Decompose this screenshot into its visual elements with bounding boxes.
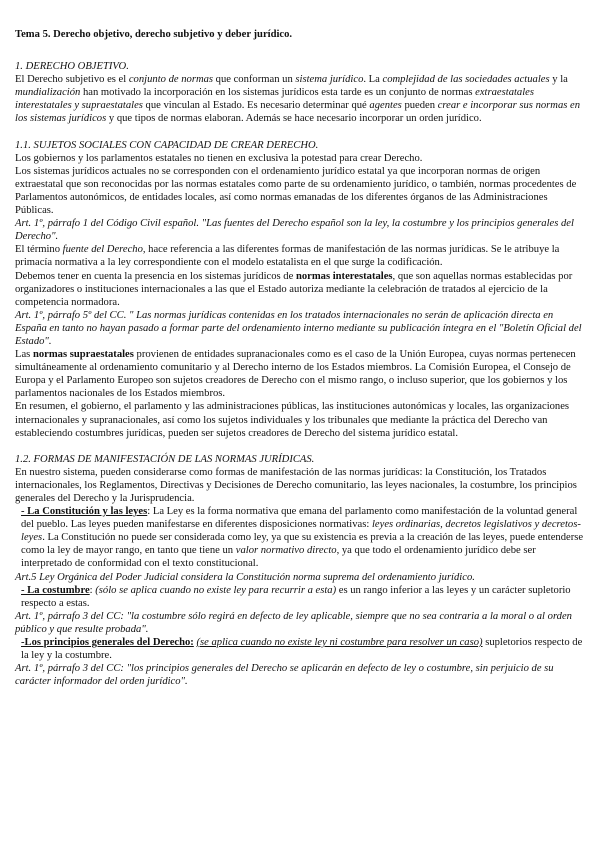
- text-run: provienen de entidades supranacionales como es el caso de la Unión Europea, cuyas normas pertenecen simultáneamente al ordenamiento comunitario y al Derecho interno de los Estados miembros. La Comisión Europea, el Consejo de Europa y el Parlamento Europeo son sujetos creadores de Derecho con el mismo rango, o incluso superior, que los gobiernos y los parlamentos nacionales de los Estados miembros.: [15, 349, 576, 400]
- paragraph: [15, 270, 586, 309]
- paragraph: [15, 348, 586, 400]
- text-run: supletorios respecto de la ley y la costumbre.: [21, 637, 583, 662]
- paragraph-summary: En resumen, el gobierno, el parlamento y las administraciones públicas, las instituciones autonómicas y locales, las organizaciones internacionales y supranacionales, así como los sujetos individuales y los tribunales que mediante la práctica del Derecho van estableciendo costumbres jurídicas, pueden ser sujetos creadores de Derecho del sistema jurídico estatal.: [15, 401, 570, 439]
- text-run: y que tipos de normas elaboran. Además se hace necesario incorporar un orden jurídico.: [106, 113, 482, 125]
- text-run: complejidad de las sociedades actuales: [382, 74, 550, 86]
- text-run: (sólo se aplica cuando no existe ley para recurrir a esta): [95, 584, 337, 596]
- document-title: Tema 5. Derecho objetivo, derecho subjetivo y deber jurídico.: [15, 29, 293, 40]
- text-run: : La Ley es la forma normativa que emana del parlamento como manifestación de la voluntad general del pueblo. Las leyes pueden manifestarse en diferentes disposiciones normativas:: [21, 506, 578, 531]
- legal-quote: Art. 1º, párrafo 3 del CC: "la costumbre sólo regirá en defecto de ley aplicable, siempre que no sea contraria a la moral o al orden público y que resulte probada".: [15, 610, 572, 635]
- section-heading-formas-manifestacion: 1.2. FORMAS DE MANIFESTACIÓN DE LAS NORMAS JURÍDICAS.: [15, 453, 315, 465]
- text-run: hace referencia a las diferentes formas de manifestación de las normas jurídicas. Se le atribuye la primacía normativa a la ley correspondiente con el modelo estatalista en el que surge la codificación.: [15, 244, 560, 269]
- text-run: . La Constitución no puede ser considerada como ley, ya que su existencia es previa a la creación de las leyes, puede entenderse como la ley de mayor rango, en tanto que tiene un: [21, 532, 584, 557]
- text-run: conjunto de normas: [128, 74, 214, 86]
- text-run: sistema jurídico: [295, 74, 364, 86]
- paragraph: En nuestro sistema, pueden considerarse como formas de manifestación de las normas jurídicas: la Constitución, los Tratados internacionales, los Reglamentos, Directivas y Decisiones de Derecho comunitario, las leyes nacionales, la costumbre, los principios generales del Derecho y la Jurisprudencia.: [15, 466, 577, 504]
- text-run: y la: [549, 74, 568, 86]
- paragraph: [15, 243, 586, 269]
- text-run: - La Constitución y las leyes: [21, 506, 148, 518]
- paragraph-derecho-objetivo: [15, 73, 586, 125]
- text-run: El término: [15, 244, 63, 256]
- text-run: , que son aquellas normas establecidas por organizadores o instituciones internacionales a las que el Estado autoriza mediante la celebración de tratados al ejercicio de la competencia normadora.: [15, 270, 573, 308]
- paragraph: Los sistemas jurídicos actuales no se corresponden con el ordenamiento jurídico estatal ya que incorporan normas de origen extraestatal que son reconocidas por las normas estatales como parte de su ordenamiento jurídico, o también, normas procedentes de Parlamentos autonómicos, de entidades locales, así como normas emanadas de los diferentes órganos de las Administraciones Públicas.: [15, 165, 577, 217]
- section-heading-sujetos-sociales: 1.1. SUJETOS SOCIALES CON CAPACIDAD DE CREAR DERECHO.: [15, 139, 319, 151]
- text-run: :: [89, 584, 96, 596]
- text-run: fuente del Derecho,: [62, 244, 146, 256]
- section-heading-derecho-objetivo: 1. DERECHO OBJETIVO.: [15, 61, 129, 73]
- legal-quote: Art. 1º, párrafo 5º del CC. " Las normas jurídicas contenidas en los tratados internacionales no serán de aplicación directa en España en tanto no hayan pasado a formar parte del ordenamiento interno mediante su publicación íntegra en el "Boletín Oficial del Estado".: [15, 309, 582, 347]
- text-run: normas supraestatales: [32, 349, 134, 361]
- text-run: leyes ordinarias, decretos legislativos y decretos-leyes: [21, 519, 581, 544]
- item-costumbre: [15, 584, 586, 610]
- text-run: - La costumbre: [21, 584, 90, 596]
- text-run: Las: [15, 349, 33, 361]
- text-run: que vinculan al Estado. Es necesario determinar qué: [142, 100, 370, 112]
- text-run: pueden: [401, 100, 438, 112]
- legal-quote: Art. 1º, párrafo 1 del Código Civil español. "Las fuentes del Derecho español son la ley, la costumbre y los principios generales del Derecho".: [15, 218, 574, 243]
- item-principios-generales: [15, 636, 586, 662]
- text-run: (se aplica cuando no existe ley ni costumbre para resolver un caso): [196, 637, 483, 649]
- text-run: normas interestatales: [295, 270, 393, 282]
- text-run: valor normativo directo: [235, 545, 337, 557]
- text-run: que conforman un: [213, 74, 296, 86]
- legal-quote: Art. 1º, párrafo 3 del CC: "los principios generales del Derecho se aplicarán en defecto de ley o costumbre, sin perjuicio de su carácter informador del orden jurídico".: [15, 663, 554, 688]
- text-run: es un rango inferior a las leyes y un carácter supletorio respecto a estas.: [21, 584, 571, 609]
- text-run: -Los principios generales del Derecho:: [21, 637, 194, 649]
- text-run: , ya que todo el ordenamiento jurídico debe ser interpretado de conformidad con el texto constitucional.: [21, 545, 536, 570]
- item-constitucion-leyes: [15, 505, 586, 570]
- text-run: . La: [363, 74, 383, 86]
- text-run: extraestatales interestatales y supraestatales: [15, 87, 534, 112]
- text-run: han motivado la incorporación en los sistemas jurídicos esta tarde es un conjunto de normas: [80, 87, 476, 99]
- text-run: mundialización: [15, 87, 81, 99]
- text-run: El Derecho subjetivo es el: [15, 74, 129, 86]
- text-run: agentes: [369, 100, 402, 112]
- text-run: Debemos tener en cuenta la presencia en los sistemas jurídicos de: [15, 270, 296, 282]
- paragraph: Los gobiernos y los parlamentos estatales no tienen en exclusiva la potestad para crear Derecho.: [15, 152, 423, 164]
- text-run: crear e incorporar sus normas en los sistemas jurídicos: [15, 100, 581, 125]
- legal-quote: Art.5 Ley Orgánica del Poder Judicial considera la Constitución norma suprema del ordenamiento jurídico.: [15, 571, 475, 583]
